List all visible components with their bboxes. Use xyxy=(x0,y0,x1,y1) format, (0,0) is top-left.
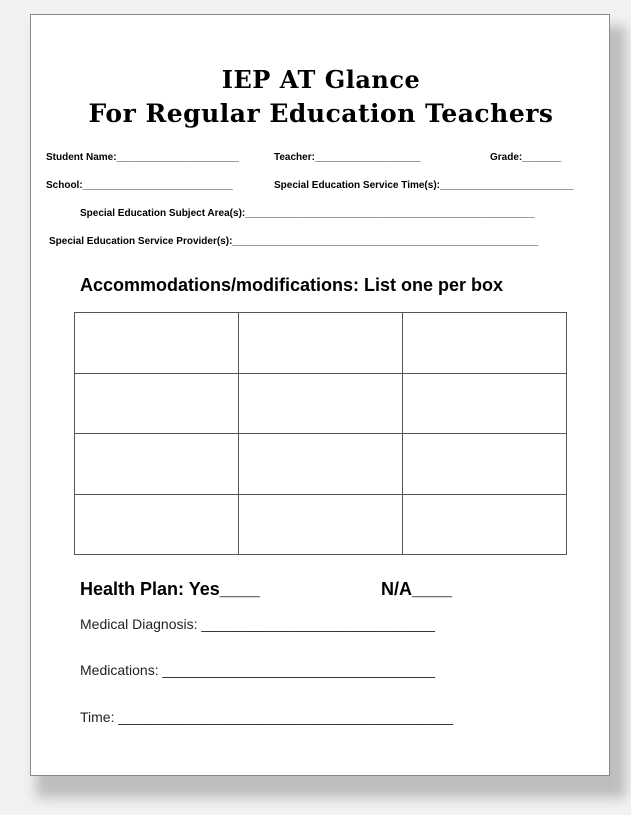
accommodations-grid xyxy=(74,312,567,555)
service-provider-field[interactable]: Special Education Service Provider(s):_______________________________________________________ xyxy=(49,236,539,247)
grid-cell[interactable] xyxy=(403,434,567,495)
student-name-field[interactable]: Student Name:______________________ xyxy=(46,152,239,163)
grid-cell[interactable] xyxy=(403,373,567,434)
grid-row xyxy=(75,434,567,495)
subject-area-field[interactable]: Special Education Subject Area(s):____________________________________________________ xyxy=(80,208,535,219)
service-time-field[interactable]: Special Education Service Time(s):________________________ xyxy=(274,180,574,191)
medications-field[interactable]: Medications: ___________________________________ xyxy=(80,662,435,678)
health-plan-na[interactable]: N/A____ xyxy=(381,579,453,599)
grade-field[interactable]: Grade:_______ xyxy=(490,152,562,163)
teacher-field[interactable]: Teacher:___________________ xyxy=(274,152,421,163)
grid-cell[interactable] xyxy=(403,313,567,374)
form-subtitle: For Regular Education Teachers xyxy=(88,99,554,128)
accommodations-heading: Accommodations/modifications: List one per box xyxy=(80,275,504,295)
form-title: IEP AT Glance xyxy=(221,65,421,94)
grid-cell[interactable] xyxy=(239,434,403,495)
grid-cell[interactable] xyxy=(239,313,403,374)
grid-cell[interactable] xyxy=(75,494,239,555)
grid-row xyxy=(75,313,567,374)
health-plan-yes[interactable]: Health Plan: Yes____ xyxy=(80,579,260,599)
grid-cell[interactable] xyxy=(239,494,403,555)
medical-diagnosis-field[interactable]: Medical Diagnosis: ______________________________ xyxy=(80,616,435,632)
grid-cell[interactable] xyxy=(239,373,403,434)
grid-cell[interactable] xyxy=(75,313,239,374)
grid-cell[interactable] xyxy=(403,494,567,555)
grid-cell[interactable] xyxy=(75,434,239,495)
grid-row xyxy=(75,373,567,434)
form-page xyxy=(30,14,610,776)
grid-row xyxy=(75,494,567,555)
grid-cell[interactable] xyxy=(75,373,239,434)
time-field[interactable]: Time: ___________________________________________ xyxy=(80,709,454,725)
school-field[interactable]: School:___________________________ xyxy=(46,180,233,191)
